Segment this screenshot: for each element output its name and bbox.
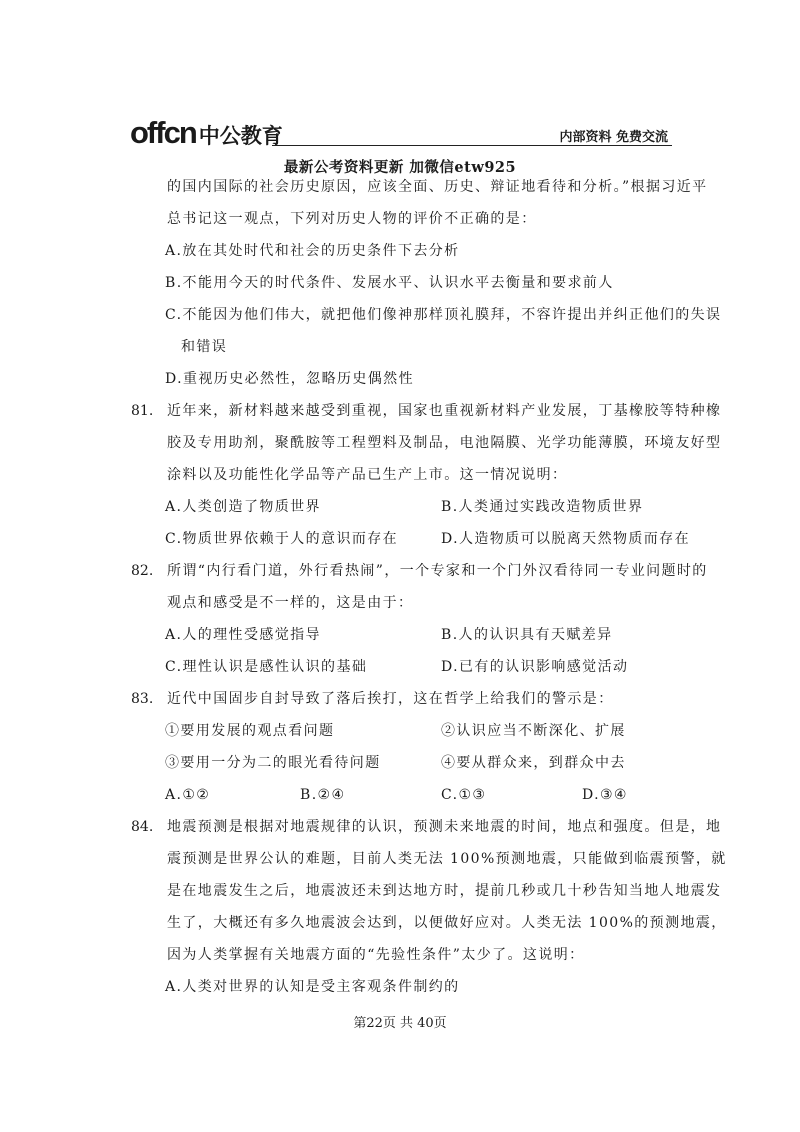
option-c: C.不能因为他们伟大，就把他们像神那样顶礼膜拜，不容许提出并纠正他们的失误 [165, 307, 722, 323]
statement-1: ①要用发展的观点看问题 [165, 723, 335, 739]
header-right-text: 内部资料 免费交流 [559, 130, 668, 145]
page-number: 第22页 共 40页 [353, 1016, 447, 1031]
question-text: 胶及专用助剂，聚酰胺等工程塑料及制品，电池隔膜、光学功能薄膜，环境友好型 [167, 435, 722, 451]
option-a: A.放在其处时代和社会的历史条件下去分析 [165, 243, 460, 259]
question-text: 是在地震发生之后，地震波还未到达地方时，提前几秒或几十秒告知当地人地震发 [167, 883, 722, 899]
question-text: 所谓“内行看门道，外行看热闹”，一个专家和一个门外汉看待同一专业问题时的 [167, 563, 708, 579]
question-text: 近代中国固步自封导致了落后挨打，这在哲学上给我们的警示是： [167, 691, 614, 707]
option-b: B.不能用今天的时代条件、发展水平、认识水平去衡量和要求前人 [165, 275, 614, 291]
statement-3: ③要用一分为二的眼光看待问题 [165, 755, 381, 771]
question-text: 生了，大概还有多久地震波会达到，以便做好应对。人类无法 100%的预测地震， [167, 915, 727, 931]
option-a: A.①② [165, 787, 211, 803]
question-text: 地震预测是根据对地震规律的认识，预测未来地震的时间，地点和强度。但是，地 [167, 819, 722, 835]
question-text: 观点和感受是不一样的，这是由于： [167, 595, 414, 611]
question-text: 因为人类掌握有关地震方面的“先验性条件”太少了。这说明： [167, 947, 585, 963]
option-b: B.②④ [300, 787, 346, 803]
option-d: D.重视历史必然性，忽略历史偶然性 [165, 371, 414, 387]
question-number: 83. [131, 691, 154, 707]
question-number: 84. [131, 819, 154, 835]
option-a: A.人类创造了物质世界 [165, 499, 321, 515]
option-c: C.理性认识是感性认识的基础 [165, 659, 368, 675]
option-d: D.人造物质可以脱离天然物质而存在 [441, 531, 690, 547]
logo-english: offcn [130, 115, 196, 150]
option-c: C.①③ [441, 787, 487, 803]
question-number: 81. [131, 403, 154, 419]
statement-2: ②认识应当不断深化、扩展 [441, 723, 626, 739]
text-line: 的国内国际的社会历史原因，应该全面、历史、辩证地看待和分析。”根据习近平 [167, 179, 708, 195]
option-c-cont: 和错误 [181, 339, 228, 355]
option-a: A.人类对世界的认知是受主客观条件制约的 [165, 979, 460, 995]
question-text: 涂料以及功能性化学品等产品已生产上市。这一情况说明： [167, 467, 568, 483]
option-b: B.人的认识具有天赋差异 [441, 627, 613, 643]
question-number: 82. [131, 563, 154, 579]
option-d: D.③④ [582, 787, 628, 803]
option-a: A.人的理性受感觉指导 [165, 627, 321, 643]
question-text: 震预测是世界公认的难题，目前人类无法 100%预测地震，只能做到临震预警，就 [167, 851, 727, 867]
statement-4: ④要从群众来，到群众中去 [441, 755, 626, 771]
logo-chinese: 中公教育 [198, 124, 283, 148]
question-text: 近年来，新材料越来越受到重视，国家也重视新材料产业发展，丁基橡胶等特种橡 [167, 403, 722, 419]
text-line: 总书记这一观点，下列对历史人物的评价不正确的是： [167, 211, 537, 227]
option-b: B.人类通过实践改造物质世界 [441, 499, 644, 515]
option-d: D.已有的认识影响感觉活动 [441, 659, 629, 675]
watermark-text: 最新公考资料更新 加微信etw925 [283, 159, 517, 176]
option-c: C.物质世界依赖于人的意识而存在 [165, 531, 399, 547]
